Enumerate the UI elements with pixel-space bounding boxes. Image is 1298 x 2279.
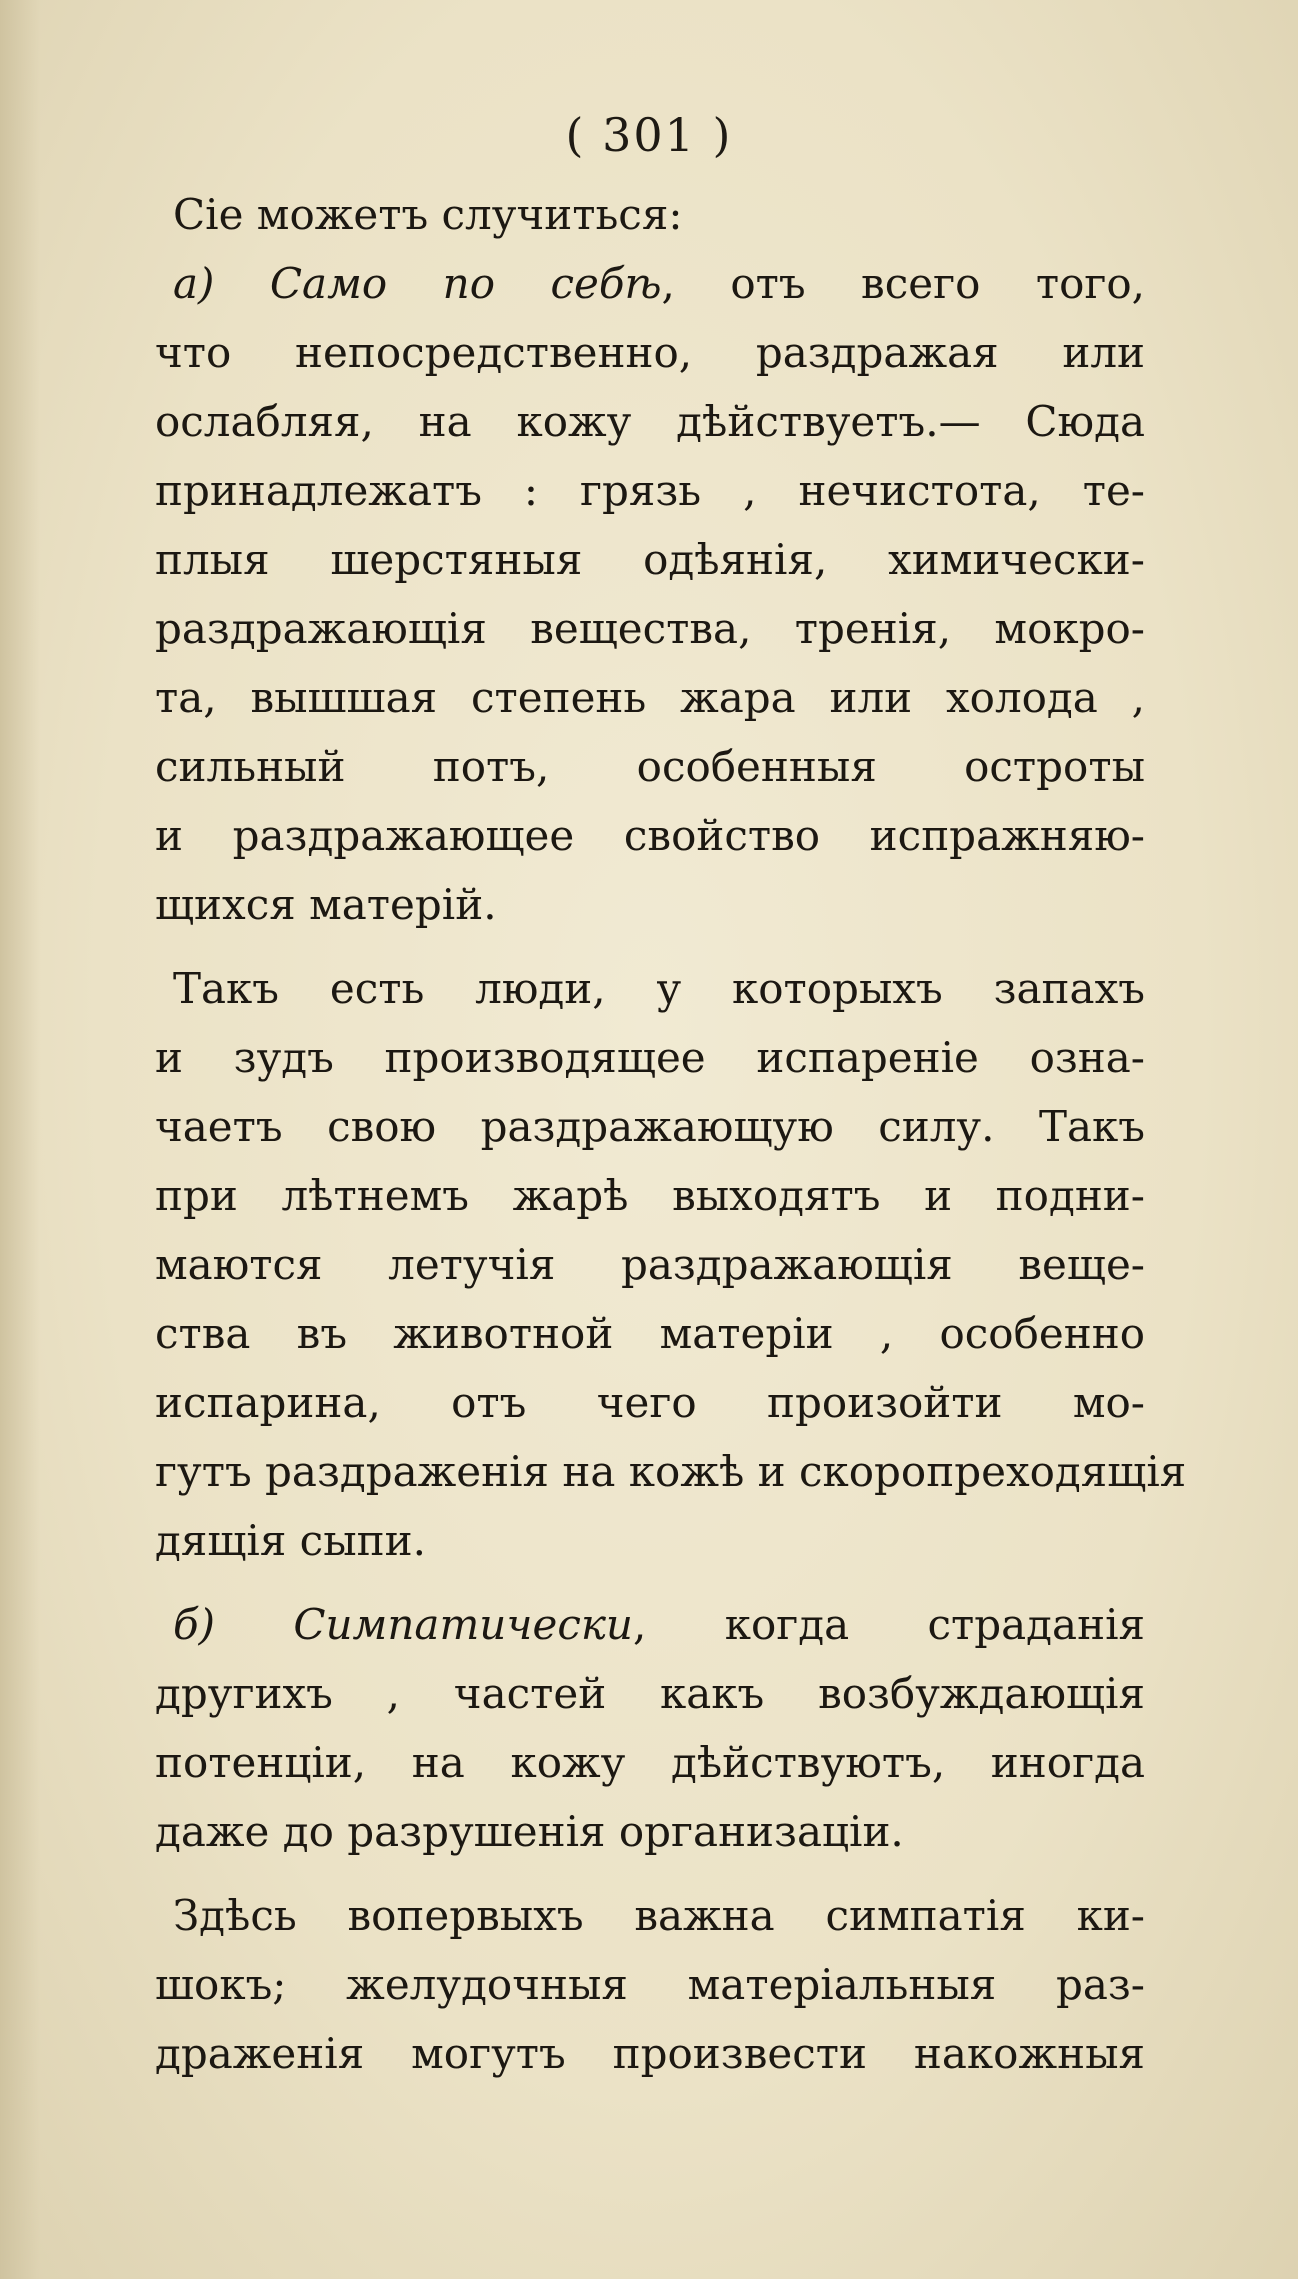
text-line: чаетъ свою раздражающую силу. Такъ: [155, 1102, 1145, 1151]
text-line: драженія могутъ произвести накожныя: [155, 2029, 1145, 2078]
text-line: испарина, отъ чего произойти мо-: [155, 1378, 1145, 1427]
text-line: [155, 249, 1145, 318]
text-line: раздражающія вещества, тренія, мокро-: [155, 604, 1145, 653]
text-line: другихъ , частей какъ возбуждающія: [155, 1669, 1145, 1718]
text-line: потенціи, на кожу дѣйствуютъ, иногда: [155, 1738, 1145, 1787]
text-line: щихся матерій.: [155, 880, 497, 929]
text-line: шокъ; желудочныя матеріальныя раз-: [155, 1960, 1145, 2009]
text-fragment: , отъ всего того,: [661, 259, 1146, 308]
text-line: плыя шерстяныя одѣянія, химически-: [155, 535, 1145, 584]
page-edge-shadow: [0, 0, 40, 2279]
text-line: гутъ раздраженія на кожѣ и скоропреходящія: [155, 1447, 1187, 1496]
text-line: ослабляя, на кожу дѣйствуетъ.— Сюда: [155, 397, 1145, 446]
text-line: даже до разрушенія организаціи.: [155, 1807, 904, 1856]
page-number: ( 301 ): [565, 108, 733, 162]
text-line: принадлежатъ : грязь , нечистота, те-: [155, 466, 1145, 515]
text-line: [155, 1590, 1145, 1659]
text-line: и раздражающее свойство испражняю-: [155, 811, 1145, 860]
text-line: при лѣтнемъ жарѣ выходятъ и подни-: [155, 1171, 1145, 1220]
text-line: Сіе можетъ случиться:: [173, 190, 683, 239]
text-line: ства въ животной матеріи , особенно: [155, 1309, 1145, 1358]
section-heading-b: б) Симпатически: [173, 1600, 633, 1649]
text-line: Такъ есть люди, у которыхъ запахъ: [173, 964, 1145, 1013]
text-line: что непосредственно, раздражая или: [155, 328, 1145, 377]
section-heading-a: а) Само по себѣ: [173, 259, 662, 308]
text-line: Здѣсь вопервыхъ важна симпатія ки-: [173, 1891, 1145, 1940]
text-line: сильный потъ, особенныя остроты: [155, 742, 1145, 791]
text-fragment: , когда страданія: [633, 1600, 1146, 1649]
text-line: маются летучія раздражающія веще-: [155, 1240, 1145, 1289]
body-text: [155, 180, 1187, 2088]
text-line: дящія сыпи.: [155, 1516, 426, 1565]
text-line: та, вышшая степень жара или холода ,: [155, 673, 1145, 722]
text-line: и зудъ производящее испареніе озна-: [155, 1033, 1145, 1082]
